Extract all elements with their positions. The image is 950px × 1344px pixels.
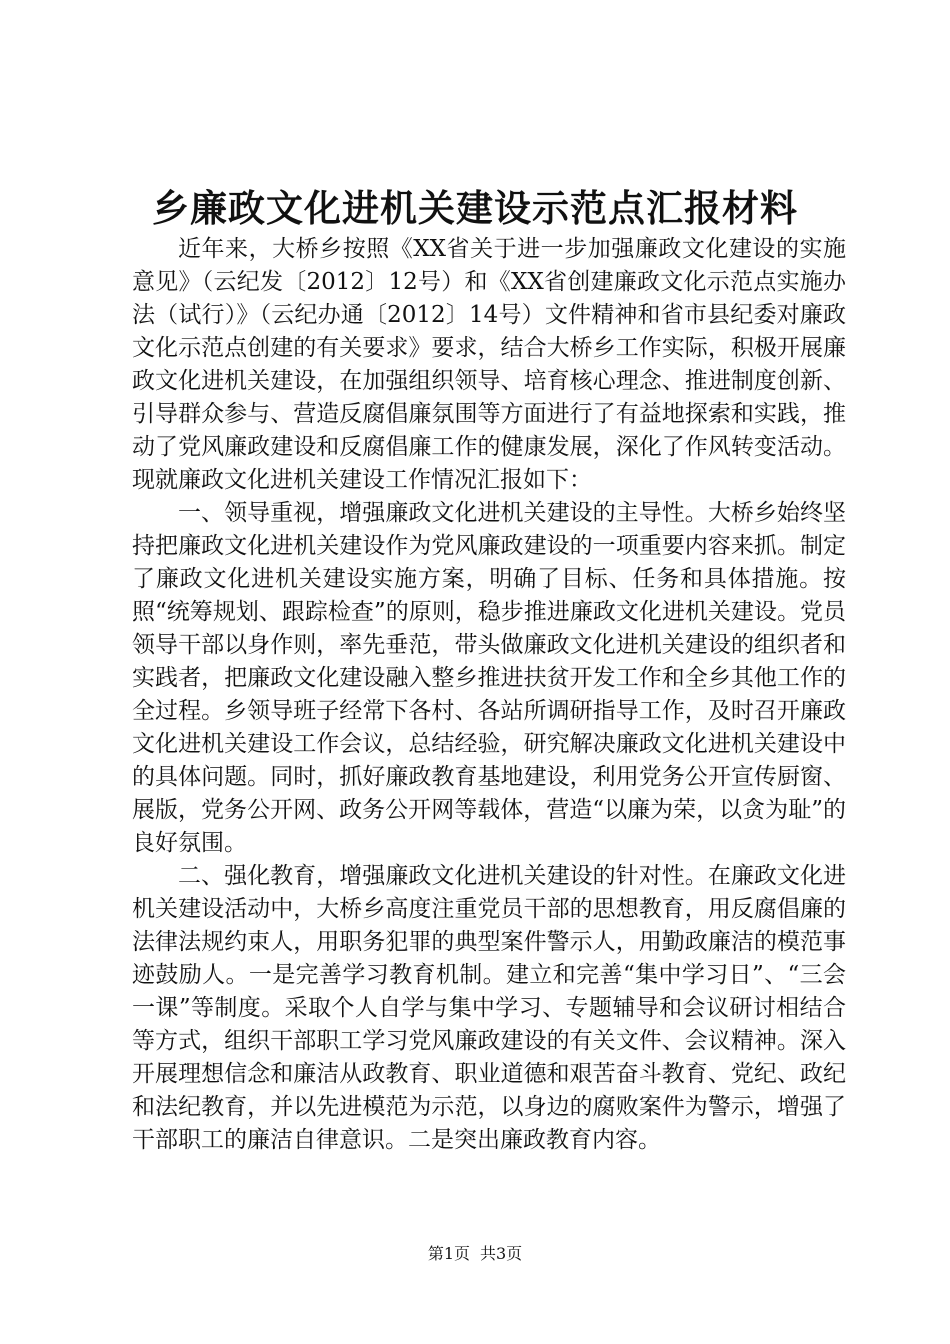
page-total: 共3页 bbox=[480, 1244, 523, 1263]
intro-paragraph: 近年来，大桥乡按照《XX省关于进一步加强廉政文化建设的实施意见》（云纪发〔2012〕12号）和《XX省创建廉政文化示范点实施办法（试行）》（云纪办通〔2012〕14号）文件精神和省市县纪委对廉政文化示范点创建的有关要求》要求，结合大桥乡工作实际，积极开展廉政文化进机关建设，在加强组织领导、培育核心理念、推进制度创新、引导群众参与、营造反腐倡廉氛围等方面进行了有益地探索和实践，推动了党风廉政建设和反腐倡廉工作的健康发展，深化了作风转变活动。现就廉政文化进机关建设工作情况汇报如下： bbox=[132, 236, 846, 493]
page-footer bbox=[0, 1243, 950, 1265]
document-body bbox=[132, 233, 846, 1157]
section-one-paragraph: 一、领导重视，增强廉政文化进机关建设的主导性。大桥乡始终坚持把廉政文化进机关建设作为党风廉政建设的一项重要内容来抓。制定了廉政文化进机关建设实施方案，明确了目标、任务和具体措施。按照“统筹规划、跟踪检查”的原则，稳步推进廉政文化进机关建设。党员领导干部以身作则，率先垂范，带头做廉政文化进机关建设的组织者和实践者，把廉政文化建设融入整乡推进扶贫开发工作和全乡其他工作的全过程。乡领导班子经常下各村、各站所调研指导工作，及时召开廉政文化进机关建设工作会议，总结经验，研究解决廉政文化进机关建设中的具体问题。同时，抓好廉政教育基地建设，利用党务公开宣传厨窗、展版，党务公开网、政务公开网等载体，营造“以廉为荣，以贪为耻”的良好氛围。 bbox=[132, 500, 846, 856]
section-two-paragraph: 二、强化教育，增强廉政文化进机关建设的针对性。在廉政文化进机关建设活动中，大桥乡高度注重党员干部的思想教育，用反腐倡廉的法律法规约束人，用职务犯罪的典型案件警示人，用勤政廉洁的模范事迹鼓励人。一是完善学习教育机制。建立和完善“集中学习日”、“三会一课”等制度。采取个人自学与集中学习、专题辅导和会议研讨相结合等方式，组织干部职工学习党风廉政建设的有关文件、会议精神。深入开展理想信念和廉洁从政教育、职业道德和艰苦奋斗教育、党纪、政纪和法纪教育，并以先进模范为示范，以身边的腐败案件为警示，增强了干部职工的廉洁自律意识。二是突出廉政教育内容。 bbox=[132, 863, 846, 1153]
page-number: 第1页 bbox=[427, 1244, 470, 1263]
document-title: 乡廉政文化进机关建设示范点汇报材料 bbox=[152, 187, 798, 230]
